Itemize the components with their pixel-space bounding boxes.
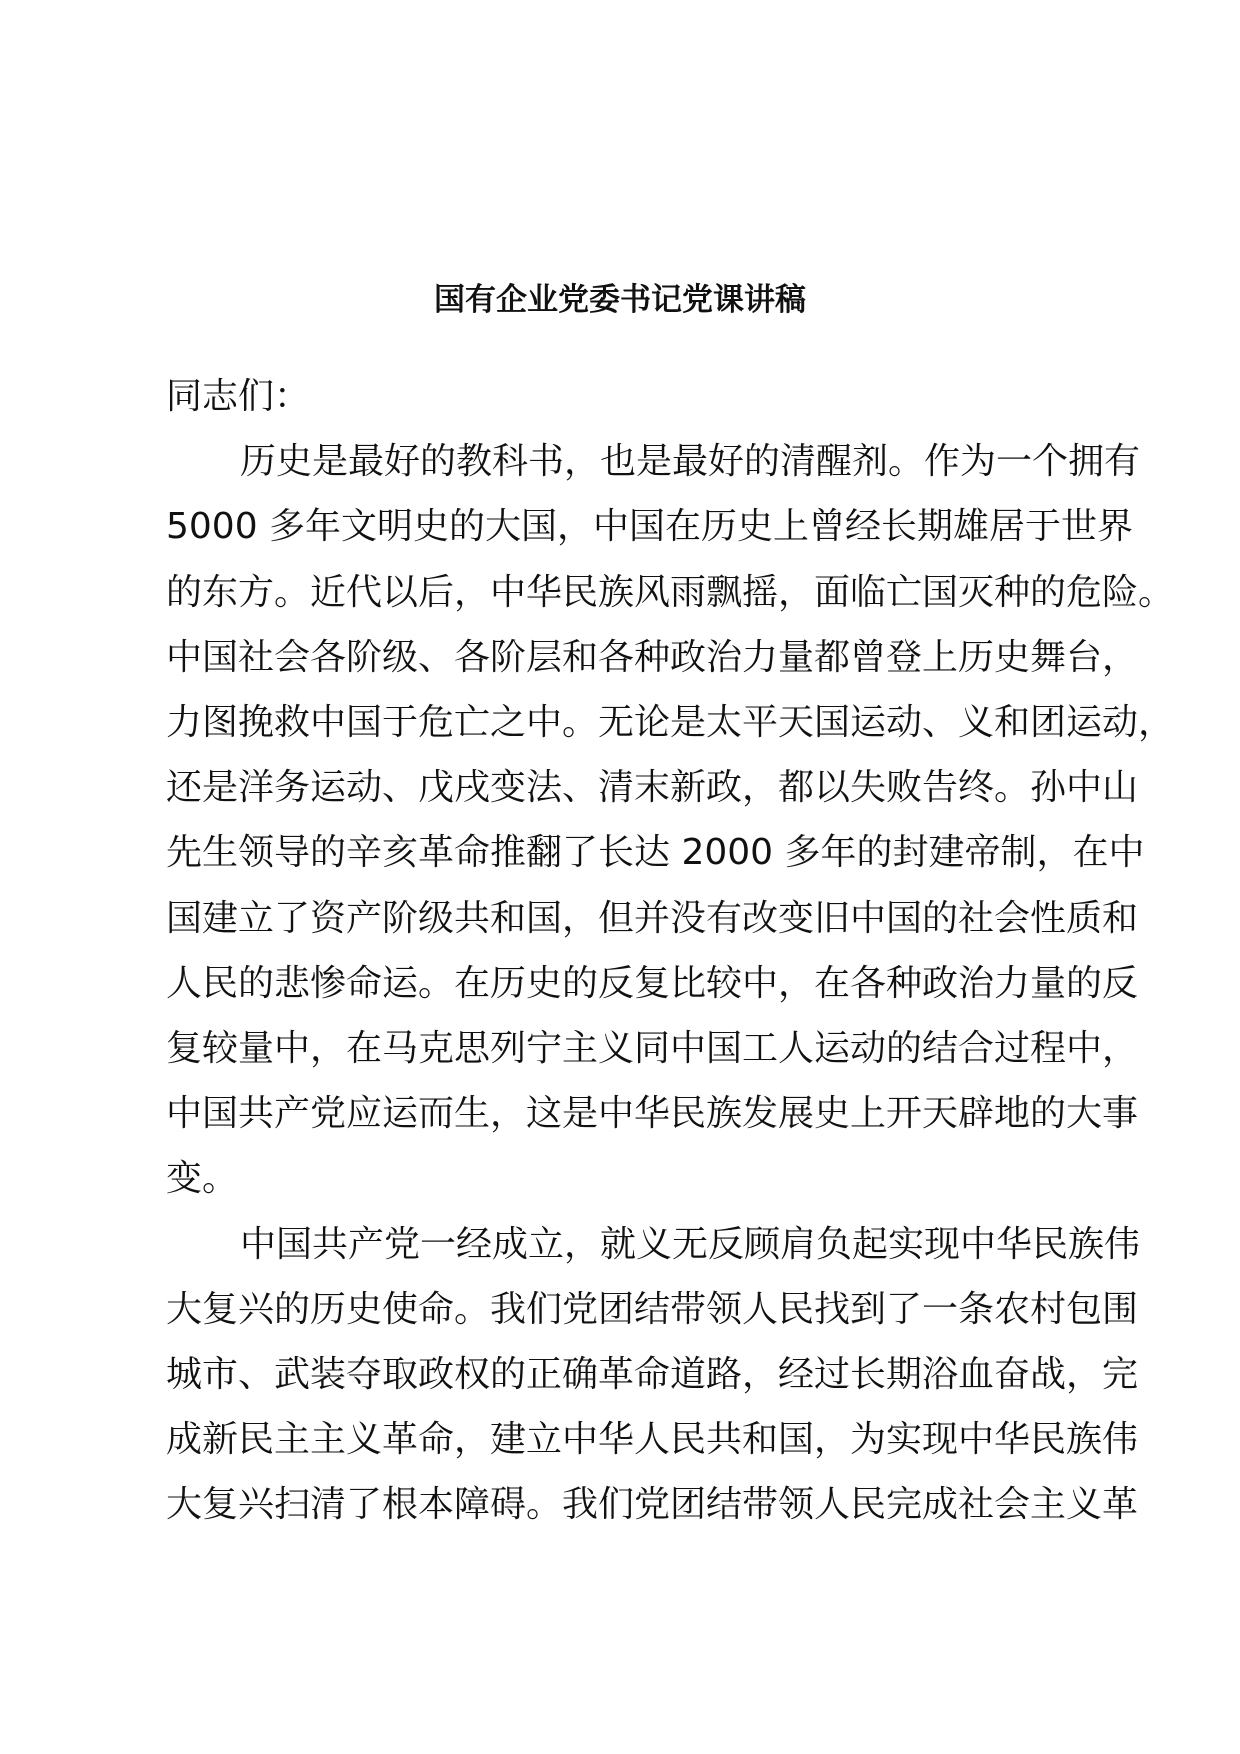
document-title: 国有企业党委书记党课讲稿: [434, 282, 806, 318]
paragraph-1-line: 国建立了资产阶级共和国，但并没有改变旧中国的社会性质和: [166, 897, 1139, 939]
paragraph-1-line: 5000 多年文明史的大国，中国在历史上曾经长期雄居于世界: [166, 506, 1134, 548]
paragraph-2-line: 大复兴的历史使命。我们党团结带领人民找到了一条农村包围: [166, 1288, 1139, 1330]
paragraph-2-line: 城市、武装夺取政权的正确革命道路，经过长期浴血奋战，完: [166, 1354, 1139, 1395]
paragraph-1-line: 中国共产党应运而生，这是中华民族发展史上开天辟地的大事: [166, 1093, 1139, 1135]
paragraph-1-line: 的东方。近代以后，中华民族风雨飘摇，面临亡国灭种的危险。: [166, 571, 1175, 613]
paragraph-2-line: 成新民主主义革命，建立中华人民共和国，为实现中华民族伟: [166, 1419, 1139, 1461]
paragraph-1-line: 中国社会各阶级、各阶层和各种政治力量都曾登上历史舞台，: [166, 636, 1139, 678]
paragraph-1-line: 还是洋务运动、戊戌变法、清末新政，都以失败告终。孙中山: [166, 767, 1139, 809]
paragraph-2-line: 大复兴扫清了根本障碍。我们党团结带领人民完成社会主义革: [166, 1484, 1139, 1526]
paragraph-1-line: 复较量中，在马克思列宁主义同中国工人运动的结合过程中，: [166, 1028, 1139, 1069]
paragraph-1-line: 先生领导的辛亥革命推翻了长达 2000 多年的封建帝制，在中: [166, 832, 1145, 874]
paragraph-2-line: 中国共产党一经成立，就义无反顾肩负起实现中华民族伟: [240, 1223, 1141, 1265]
salutation: 同志们：: [166, 376, 311, 417]
paragraph-1-line: 人民的悲惨命运。在历史的反复比较中，在各种政治力量的反: [166, 962, 1139, 1004]
paragraph-1-line: 力图挽救中国于危亡之中。无论是太平天国运动、义和团运动，: [166, 702, 1175, 743]
paragraph-1-line: 历史是最好的教科书，也是最好的清醒剂。作为一个拥有: [240, 441, 1141, 483]
paragraph-1-line: 变。: [166, 1158, 239, 1200]
